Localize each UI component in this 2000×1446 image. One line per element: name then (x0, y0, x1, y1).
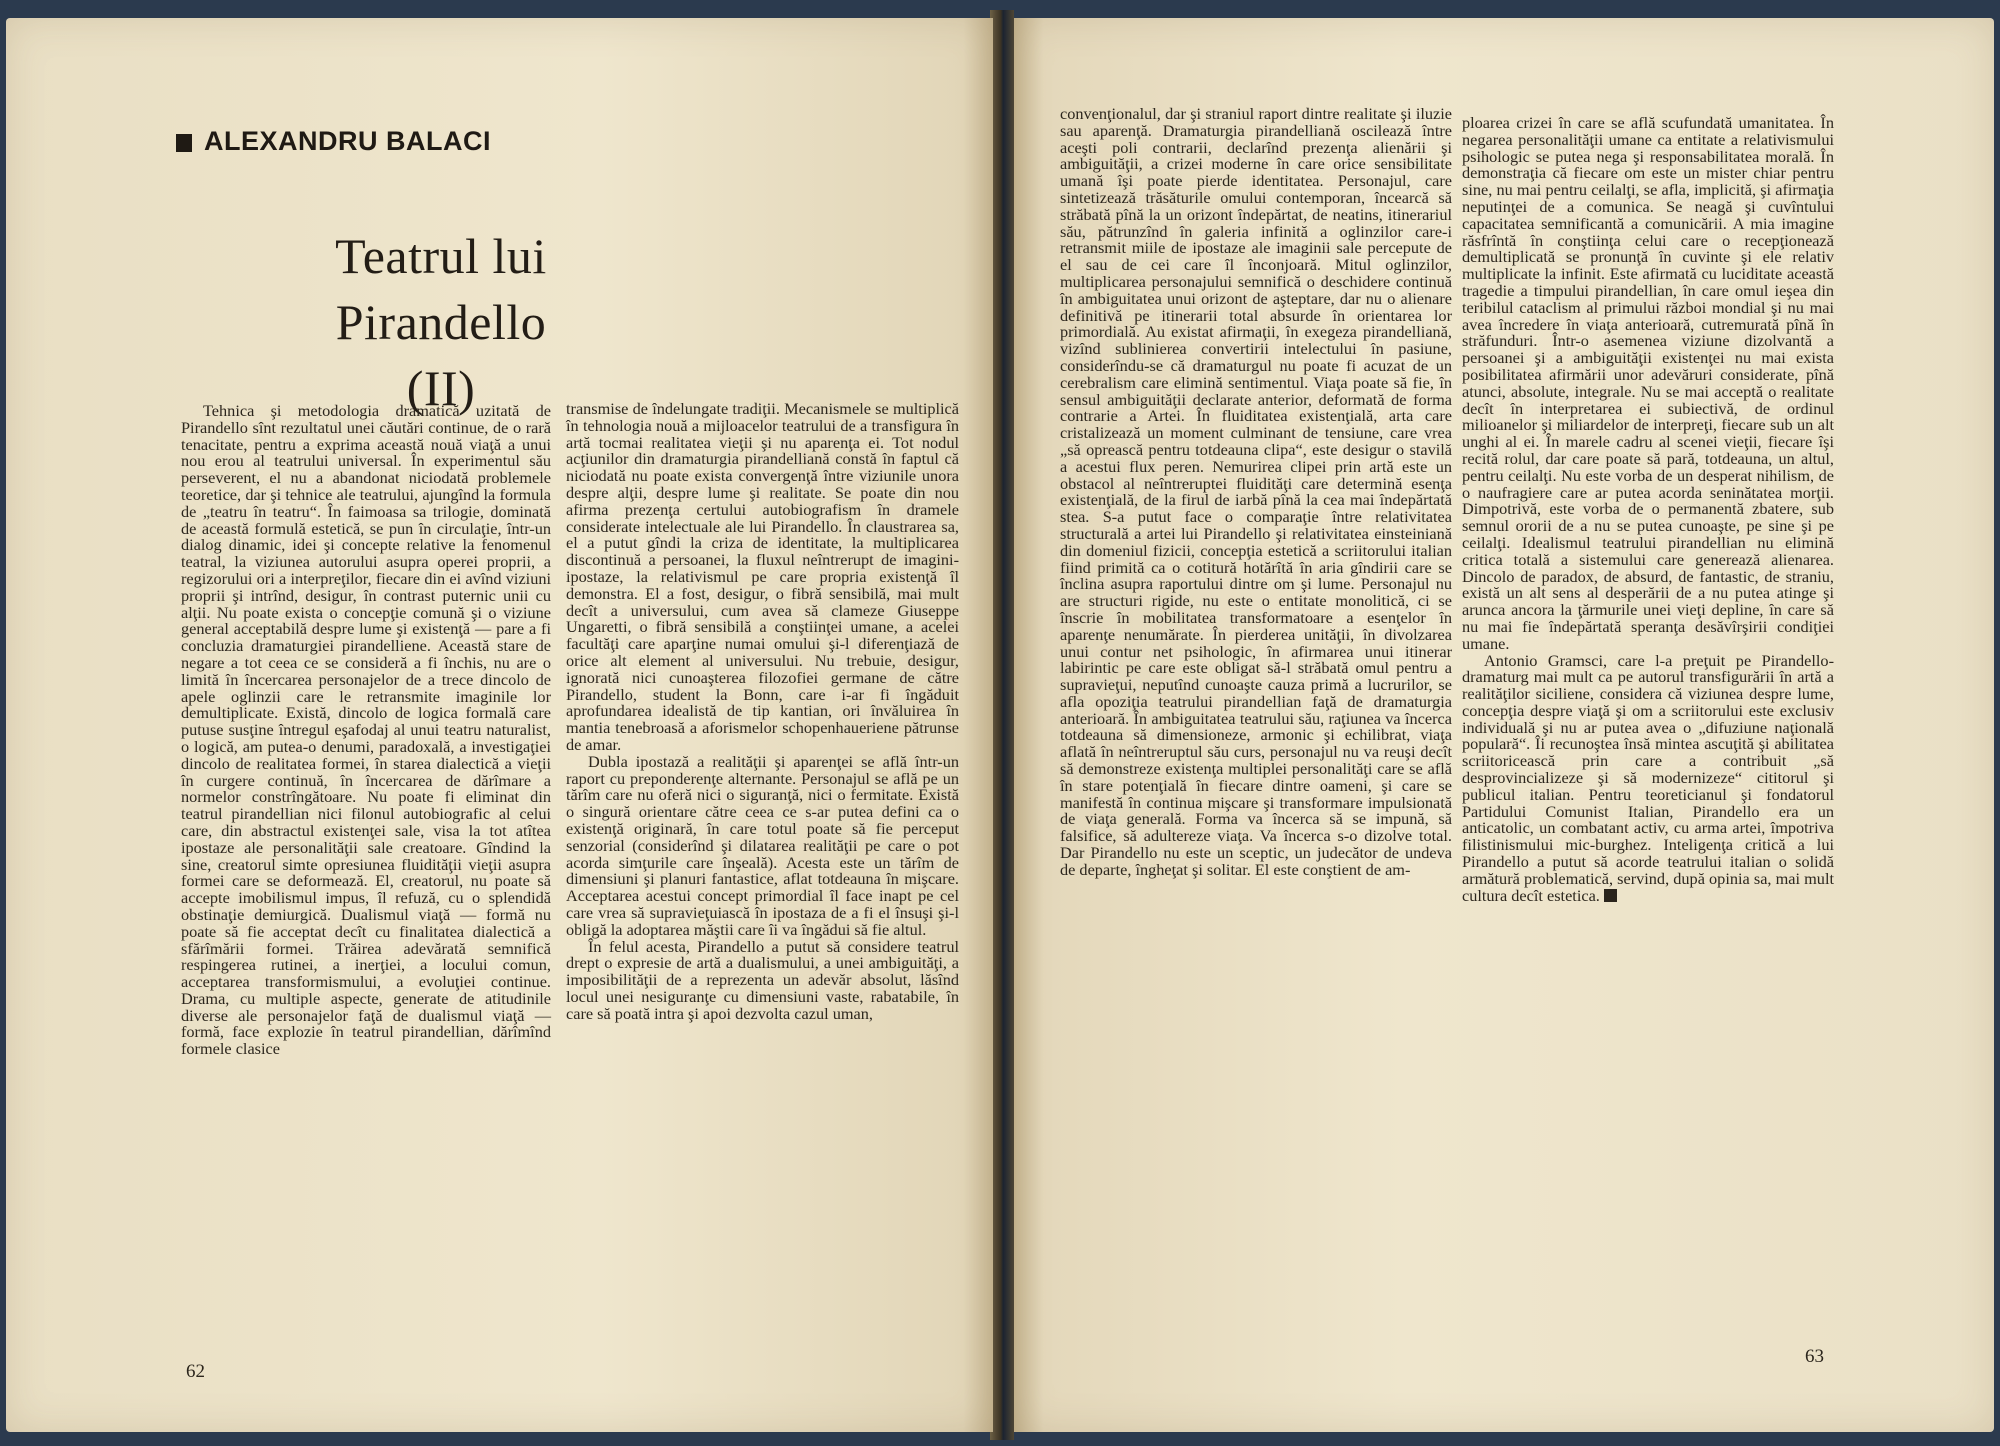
article-title (246, 223, 636, 421)
paragraph: convenţionalul, dar şi straniul raport dintre realitate şi iluzie sau aparenţă. Dramaturgia pirandelliană oscilează între aceşti poli contrarii, declarînd prezenţa alienării şi ambiguităţii, a crizei moderne în care orice sensibilitate umană îşi poate pierde identitatea. Personajul, care sintetizează trăsăturile omului contemporan, încearcă să străbată pînă la un orizont îndepărtat, de neatins, itinerariul său, pătrunzînd în galeria infinită a oglinzilor care-i retransmit miile de ipostaze ale imaginii sale percepute de el sau de cei care îl înconjoară. Mitul oglinzilor, multiplicarea personajului semnifică o deschidere continuă în ambiguitatea unui orizont de aşteptare, dar nu o alienare definitivă pe itinerarii total absurde în orientarea lor primordială. Au existat afirmaţii, în exegeza pirandelliană, vizînd sublinierea convertirii intelectului în pasiune, considerîndu-se că dramaturgul nu poate fi acuzat de un cerebralism care elimină sentimentul. Viaţa poate să fie, în sensul ambiguităţii declarate anterior, deformată de forma contrarie a Artei. În fluiditatea existenţială, arta care cristalizează un moment culminant de tensiune, care vrea „să oprească pentru totdeauna clipa“, este desigur o stavilă a acestui flux peren. Nemurirea clipei prin artă este un obstacol al neîntreruptei fluidităţi care determină esenţa existenţială, de la firul de iarbă pînă la cea mai îndepărtată stea. S-a putut face o comparaţie între relativitatea structurală a artei lui Pirandello şi relativitatea einsteiniană din domeniul fizicii, concepţia estetică a scriitorului italian fiind primită ca o cotitură hotărîtă în aria gîndirii care se înclina asupra raportului dintre om şi lume. Personajul nu are structuri rigide, nu este o entitate monolitică, ci se înscrie în mobilitatea transformatoare a esenţelor în aparenţe nenumărate. În pierderea unităţii, în divolzarea unui contur net psihologic, în afirmarea unui itinerar labirintic pe care este obligat să-l străbată omul pentru a supravieţui, neputînd cunoaşte cauza primă a lucrurilor, se afla opoziţia teatrului pirandellian faţă de dramaturgia anterioară. În ambiguitatea teatrului său, raţiunea va încerca totdeauna să dimensioneze, armonic şi echilibrat, viaţa aflată în neîntreruptul său curs, personajul nu va reuşi decît să demonstreze existenţa multiplei personalităţi care se află în stare potenţială în fiecare dintre oameni, şi care se manifestă în continua mişcare şi transformare impulsionată de viaţa generală. Forma va încerca să se impună, să falsifice, să adultereze viaţa. Va încerca s-o dizolve total. Dar Pirandello nu este un sceptic, un judecător de undeva de departe, îngheţat şi solitar. El este conştient de am- (1060, 104, 1452, 879)
right-column-1 (1060, 106, 1452, 879)
left-page (6, 18, 993, 1432)
paragraph-text: Antonio Gramsci, care l-a preţuit pe Pirandello-dramaturg mai mult ca pe autorul transfigurării în artă a realităţilor siciliene, considera că viziunea despre lume, concepţia despre viaţă şi om a scriitorului este exclusiv individuală şi nu ar putea avea o „difuziune naţională populară“. Îi recunoştea însă mintea ascuţită şi abilitatea scriitoricească prin care a contribuit „să desprovincializeze şi să modernizeze“ cititorul şi publicul italian. Pentru teoreticianul şi fondatorul Partidului Comunist Italian, Pirandello era un anticatolic, un combatant activ, cu arma artei, împotriva filistinismului mic-burghez. Inteligenţa critică a lui Pirandello a putut să acorde teatrului italian o solidă armătură problematică, servind, după opinia sa, mai mult cultura decît estetica. (1462, 650, 1834, 905)
left-column-2 (566, 401, 959, 1022)
title-line-1: Teatrul lui Pirandello (335, 228, 547, 350)
square-bullet-icon (176, 134, 192, 152)
author-label: ALEXANDRU BALACI (204, 126, 491, 156)
left-column-1 (181, 403, 551, 1058)
right-page (1014, 18, 1994, 1432)
paragraph: În felul acesta, Pirandello a putut să considere teatrul drept o expresie de artă a dualismului, a unei ambiguităţi, a imposibilităţii de a reprezenta un adevăr absolut, lăsînd locul unei nesiguranţe cu dimensiuni vaste, rabatabile, în care să poată intra şi apoi dezvolta cazul uman, (566, 936, 959, 1023)
page-number-right: 63 (1805, 1346, 1824, 1367)
right-column-2 (1462, 115, 1834, 904)
title-line-2: (II) (406, 360, 476, 416)
paragraph: ploarea crizei în care se află scufundată umanitatea. În negarea personalităţii umane ca entitate a relativismului psihologic se putea nega şi responsabilitatea morală. În demonstraţia că fiecare om este un mister chiar pentru sine, nu mai pentru ceilalţi, se afla, implicită, şi afirmaţia neputinţei de a comunica. Se neagă şi cuvîntului capacitatea semnificantă a comunicării. A mia imagine răsfrîntă în conştiinţa celui care o recepţionează demultiplicată se pronunţă în cuvinte şi ele relativ multiplicate la infinit. Este afirmată cu luciditate această tragedie a timpului pirandellian, în care omul ieşea din teribilul cataclism al primului război mondial şi nu mai avea încredere în viaţa anterioară, cutremurată pînă în străfunduri. Într-o asemenea viziune dizolvantă a persoanei şi a ambiguităţii existenţei nu mai exista posibilitatea afirmării unor adevăruri considerate, pînă atunci, absolute, integrale. Nu se mai acceptă o realitate decît în interpretarea ei subiectivă, de ordinul milioanelor şi miliardelor de interpreţi, fiecare sub un alt unghi al ei. În marele cadru al scenei vieţii, fiecare îşi recită rolul, dar care poate să pară, totdeauna, un altul, pentru ceilalţi. Nu este vorba de un desperat nihilism, de o naufragiere care ar putea acorda seninătatea morţii. Dimpotrivă, este vorba de o permanentă zbatere, sub semnul ororii de a nu se putea cunoaşte, pe sine şi pe ceilalţi. Idealismul teatrului pirandellian nu elimină critica totală a sistemului care generează alienarea. Dincolo de paradox, de absurd, de fantastic, de straniu, există un alt sens al desperării de a nu putea atinge şi arunca ancora la ţărmurile unei vieţi depline, în care să nu mai fie îndepărtată speranţa desăvîrşirii condiţiei umane. (1462, 113, 1834, 653)
paragraph-final (1462, 650, 1834, 905)
page-number-left: 62 (186, 1361, 205, 1382)
paragraph: Dubla ipostază a realităţii şi aparenţei se află într-un raport cu preponderenţe alternante. Personajul se află pe un tărîm care nu oferă nici o siguranţă, nici o fermitate. Există o singură orientare către ceea ce s-ar putea defini ca o existenţă originară, în care totul poate să fie perceput senzorial (considerînd şi dilatarea realităţii pe care o pot acorda simţurile care înşeală). Acesta este un tărîm de dimensiuni şi planuri fantastice, aflat totdeauna în mişcare. Acceptarea acestui concept primordial îl face inapt pe cel care vrea să supravieţuiască în ipostaza de a fi el însuşi şi-l obligă la adoptarea măştii care îi va îngădui să fie altul. (566, 751, 959, 939)
end-of-article-icon (1604, 889, 1617, 902)
paragraph: transmise de îndelungate tradiţii. Mecanismele se multiplică în tehnologia nouă a mijloacelor teatrului de a transfigura în artă tocmai realitatea vieţii şi nu aparenţa ei. Tot nodul acţiunilor din dramaturgia pirandelliană constă în faptul că niciodată nu poate exista convergenţă între viziunile unora despre alţii, despre lume şi realitate. Se poate din nou afirma prezenţa certului autobiografism în dramele considerate intelectuale ale lui Pirandello. În claustrarea sa, el a putut gîndi la criza de identitate, la multiplicarea discontinuă a persoanei, la fluxul neîntrerupt de imagini-ipostaze, la relativismul pe care propria existenţă îl demonstra. El a fost, desigur, o fibră sensibilă, mai mult decît a universului, cum avea să clameze Giuseppe Ungaretti, o fibră sensibilă a conştiinţei umane, a acelei facultăţi care aparţine numai omului şi-l diferenţiază de orice alt element al universului. Nu trebuie, desigur, ignorată nici cunoaşterea filozofiei germane de către Pirandello, student la Bonn, care i-ar fi îngăduit aprofundarea idealistă de tip kantian, ori învăluirea în mantia tenebroasă a aforismelor schopenhaueriene pătrunse de amar. (566, 399, 959, 754)
book-spine (990, 10, 1014, 1440)
paragraph: Tehnica şi metodologia dramatică uzitată de Pirandello sînt rezultatul unei căutări continue, de o rară tenacitate, pentru a exprima această nouă viaţă a unui nou erou al teatrului universal. În experimentul său perseverent, el nu a abandonat niciodată problemele teoretice, dar şi tehnice ale teatrului, ajungînd la formula de „teatru în teatru“. În faimoasa sa trilogie, dominată de această formulă estetică, se pun în circulaţie, într-un dialog dinamic, idei şi concepte relative la fenomenul teatral, la viziunea autorului asupra operei proprii, a regizorului ori a interpreţilor, fiecare din ei avînd viziuni proprii şi intrînd, desigur, în contrast puternic unii cu alţii. Nu poate exista o concepţie comună şi o viziune general acceptabilă despre lume şi existenţă — pare a fi concluzia dramaturgiei pirandelliene. Această stare de negare a tot ceea ce se consideră a fi închis, nu are o limită în încercarea personajelor de a trece dincolo de apele oglinzii care le retransmite imaginile lor demultiplicate. Există, dincolo de logica formală care putuse susţine întregul eşafodaj al unui teatru naturalist, o logică, am putea-o denumi, paradoxală, a investigaţiei dincolo de realitatea formei, în starea dialectică a vieţii în curgere continuă, în încercarea de dărîmare a normelor constrîngătoare. Nu poate fi eliminat din teatrul pirandellian nici filonul autobiografic al celui care, din abstractul existenţei sale, visa la tot atîtea ipostaze ale personalităţii sale creatoare. Gîndind la sine, creatorul simte opresiunea fluidităţii vieţii asupra formei care se deformează. El, creatorul, nu poate să accepte imobilismul impus, îl refuză, cu o splendidă obstinaţie demiurgică. Dualismul viaţă — formă nu poate să fie acceptat decît cu finalitatea dialectică a sfărîmării formei. Trăirea adevărată semnifică respingerea rutinei, a inerţiei, a locului comun, acceptarea transformismului, a evoluţiei continue. Drama, cu multiple aspecte, generate de atitudinile diverse ale personajelor faţă de dualismul viaţă — formă, face explozie în teatrul pirandellian, dărîmînd formele clasice (181, 401, 551, 1059)
author-name (176, 126, 491, 157)
